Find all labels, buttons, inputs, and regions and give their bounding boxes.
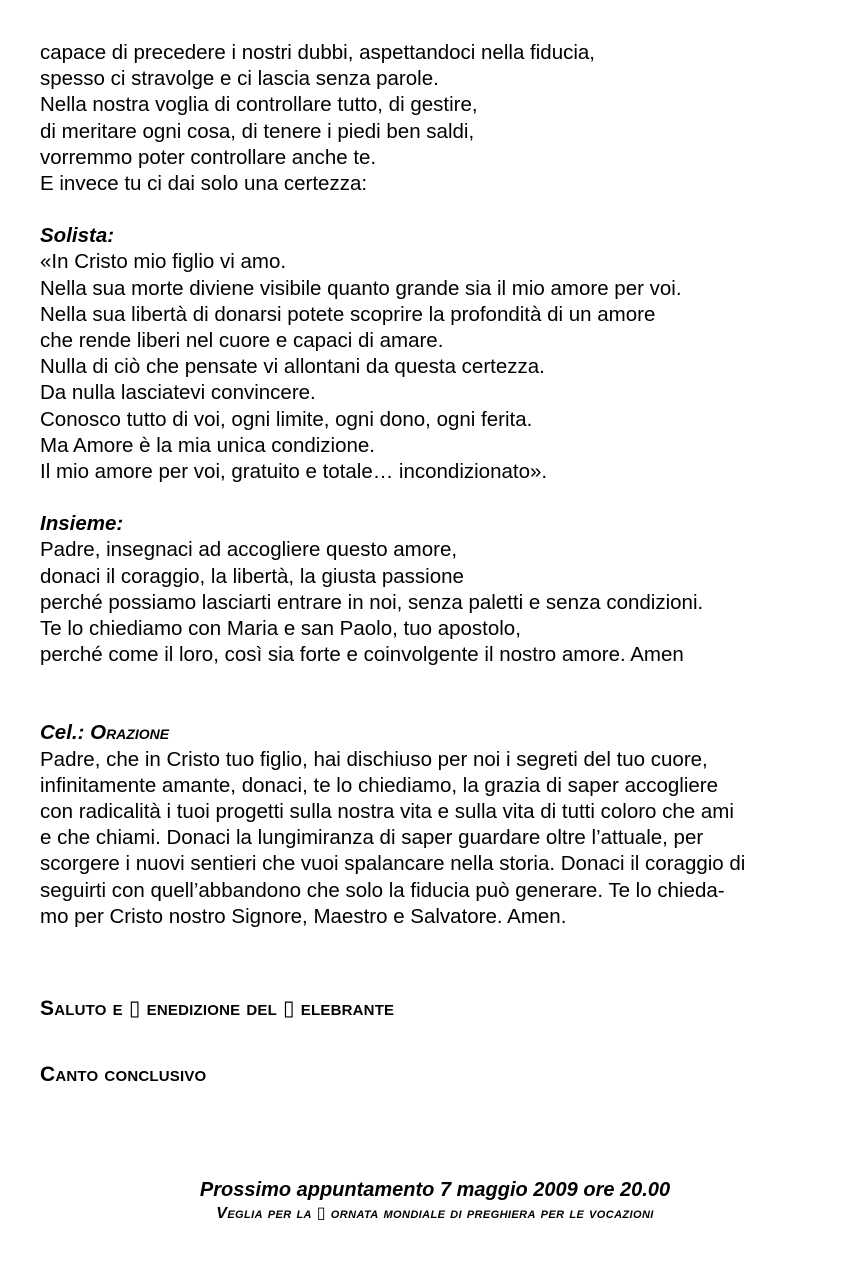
spacer — [40, 668, 830, 720]
next-appointment: Prossimo appuntamento 7 maggio 2009 ore 20.00 — [199, 1179, 671, 1201]
solista-label: Solista: — [40, 224, 115, 248]
orazione-label-prefix: Cel.: — [40, 721, 91, 745]
document-page — [40, 40, 830, 1089]
saluto-heading: Saluto e ▯ enedizione del ▯ elebrante — [40, 997, 395, 1021]
intro-line: vorremmo poter controllare anche te. — [40, 145, 377, 169]
insieme-section — [40, 511, 830, 668]
insieme-label: Insieme: — [40, 512, 124, 536]
orazione-line: infinitamente amante, donaci, te lo chiediamo, la grazia di saper accogliere — [40, 773, 719, 797]
solista-line: «In Cristo mio figlio vi amo. — [40, 250, 287, 274]
orazione-section — [40, 720, 830, 930]
orazione-text — [40, 747, 830, 930]
orazione-line: e che chiami. Donaci la lungimiranza di saper guardare oltre l’attuale, per — [40, 826, 704, 850]
solista-line: Nella sua morte diviene visibile quanto grande sia il mio amore per voi. — [40, 276, 682, 300]
insieme-line: perché come il loro, così sia forte e coinvolgente il nostro amore. Amen — [40, 643, 684, 667]
solista-line: Il mio amore per voi, gratuito e totale… incondizionato». — [40, 460, 548, 484]
solista-line: che rende liberi nel cuore e capaci di amare. — [40, 329, 444, 353]
canto-heading: Canto conclusivo — [40, 1063, 207, 1087]
orazione-label — [40, 720, 830, 746]
insieme-line: donaci il coraggio, la libertà, la giusta passione — [40, 564, 464, 588]
intro-line: spesso ci stravolge e ci lascia senza parole. — [40, 67, 439, 91]
intro-line: Nella nostra voglia di controllare tutto, di gestire, — [40, 93, 478, 117]
intro-line: di meritare ogni cosa, di tenere i piedi ben saldi, — [40, 119, 475, 143]
insieme-line: Te lo chiediamo con Maria e san Paolo, tuo apostolo, — [40, 617, 521, 641]
orazione-line: Padre, che in Cristo tuo figlio, hai dischiuso per noi i segreti del tuo cuore, — [40, 747, 708, 771]
intro-paragraph — [40, 40, 830, 197]
spacer — [40, 930, 830, 996]
orazione-line: mo per Cristo nostro Signore, Maestro e Salvatore. Amen. — [40, 904, 567, 928]
insieme-line: Padre, insegnaci ad accogliere questo amore, — [40, 538, 458, 562]
orazione-line: seguirti con quell’abbandono che solo la fiducia può generare. Te lo chieda- — [40, 878, 725, 902]
orazione-label-title: Orazione — [90, 721, 170, 745]
spacer — [40, 485, 830, 511]
solista-line: Nulla di ciò che pensate vi allontani da questa certezza. — [40, 355, 545, 379]
solista-line: Ma Amore è la mia unica condizione. — [40, 433, 376, 457]
insieme-line: perché possiamo lasciarti entrare in noi, senza paletti e senza condizioni. — [40, 590, 704, 614]
spacer — [40, 1022, 830, 1062]
orazione-line: con radicalità i tuoi progetti sulla nostra vita e sulla vita di tutti coloro che ami — [40, 800, 734, 824]
solista-line: Nella sua libertà di donarsi potete scoprire la profondità di un amore — [40, 302, 656, 326]
next-event-title: Veglia per la ▯ ornata mondiale di preghiera per le vocazioni — [216, 1205, 654, 1222]
solista-section — [40, 223, 830, 485]
intro-line: E invece tu ci dai solo una certezza: — [40, 172, 368, 196]
solista-line: Conosco tutto di voi, ogni limite, ogni dono, ogni ferita. — [40, 407, 533, 431]
intro-line: capace di precedere i nostri dubbi, aspettandoci nella fiducia, — [40, 41, 595, 64]
solista-line: Da nulla lasciatevi convincere. — [40, 381, 316, 405]
orazione-line: scorgere i nuovi sentieri che vuoi spalancare nella storia. Donaci il coraggio di — [40, 852, 746, 876]
spacer — [40, 197, 830, 223]
footer — [40, 1177, 830, 1225]
